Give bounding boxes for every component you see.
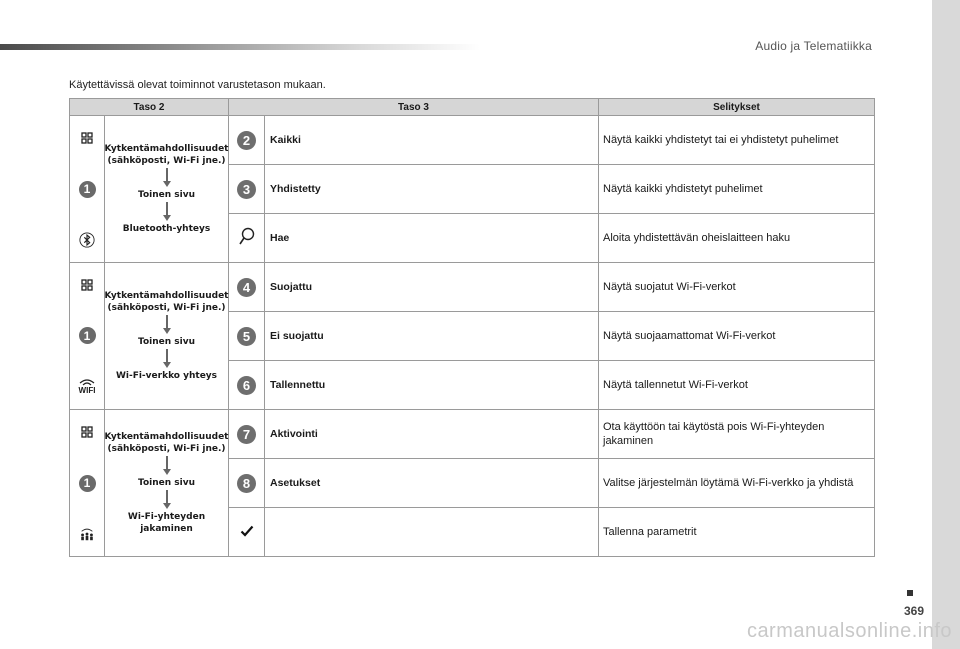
level1-badge: 1 <box>79 181 96 198</box>
description: Näytä kaikki yhdistetyt tai ei yhdistetyt puhelimet <box>599 116 875 165</box>
level3-label: Hae <box>265 214 599 263</box>
down-arrow-icon <box>162 490 172 510</box>
level1-badge: 1 <box>79 327 96 344</box>
level3-marker <box>229 459 265 508</box>
level2-step2: Toinen sivu <box>138 478 195 488</box>
down-arrow-icon <box>162 202 172 222</box>
table-row <box>70 263 875 312</box>
level2-line2: (sähköposti, Wi-Fi jne.) <box>107 444 226 454</box>
description: Näytä suojatut Wi-Fi-verkot <box>599 263 875 312</box>
description: Ota käyttöön tai käytöstä pois Wi-Fi-yhteyden jakaminen <box>599 410 875 459</box>
number-badge: 3 <box>237 180 256 199</box>
number-badge: 6 <box>237 376 256 395</box>
level3-marker <box>229 165 265 214</box>
number-badge: 5 <box>237 327 256 346</box>
level3-label <box>265 508 599 557</box>
header-gradient-bar <box>0 44 480 50</box>
chapter-title: Audio ja Telematiikka <box>755 39 872 53</box>
description: Tallenna parametrit <box>599 508 875 557</box>
level2-step3b: jakaminen <box>140 524 193 534</box>
grid-icon <box>79 277 95 293</box>
level2-cell <box>105 116 229 263</box>
table-row <box>70 410 875 459</box>
down-arrow-icon <box>162 456 172 476</box>
number-badge: 4 <box>237 278 256 297</box>
down-arrow-icon <box>162 168 172 188</box>
header-taso-2: Taso 2 <box>70 99 229 116</box>
level3-marker <box>229 508 265 557</box>
level3-marker <box>229 361 265 410</box>
number-badge: 2 <box>237 131 256 150</box>
description: Näytä tallennetut Wi-Fi-verkot <box>599 361 875 410</box>
level2-line2: (sähköposti, Wi-Fi jne.) <box>107 303 226 313</box>
description: Näytä kaikki yhdistetyt puhelimet <box>599 165 875 214</box>
level1-badge: 1 <box>79 475 96 492</box>
level3-marker <box>229 116 265 165</box>
page-marker <box>907 590 913 596</box>
level3-label: Yhdistetty <box>265 165 599 214</box>
bluetooth-icon <box>79 232 95 248</box>
level3-label: Asetukset <box>265 459 599 508</box>
level3-label: Ei suojattu <box>265 312 599 361</box>
level2-line2: (sähköposti, Wi-Fi jne.) <box>107 156 226 166</box>
down-arrow-icon <box>162 349 172 369</box>
level3-marker <box>229 312 265 361</box>
description: Valitse järjestelmän löytämä Wi-Fi-verkko ja yhdistä <box>599 459 875 508</box>
level2-line1: Kytkentämahdollisuudet <box>104 432 229 442</box>
header-selitykset: Selitykset <box>599 99 875 116</box>
level3-label: Suojattu <box>265 263 599 312</box>
watermark: carmanualsonline.info <box>746 620 952 642</box>
wifi-icon <box>78 378 96 395</box>
level2-step3: Bluetooth-yhteys <box>122 224 211 234</box>
level3-label: Tallennettu <box>265 361 599 410</box>
intro-text: Käytettävissä olevat toiminnot varustetason mukaan. <box>69 79 326 91</box>
table-header-row <box>70 99 875 116</box>
level2-cell <box>105 263 229 410</box>
level2-cell <box>105 410 229 557</box>
functions-table <box>69 98 875 557</box>
checkmark-icon <box>240 525 254 537</box>
level2-line1: Kytkentämahdollisuudet <box>104 291 229 301</box>
header-taso-3: Taso 3 <box>229 99 599 116</box>
level3-marker <box>229 214 265 263</box>
level2-line1: Kytkentämahdollisuudet <box>104 144 229 154</box>
description: Näytä suojaamattomat Wi-Fi-verkot <box>599 312 875 361</box>
level1-cell <box>70 410 105 557</box>
grid-icon <box>79 130 95 146</box>
level2-step2: Toinen sivu <box>138 337 195 347</box>
level3-label: Aktivointi <box>265 410 599 459</box>
table-row <box>70 116 875 165</box>
level1-cell <box>70 263 105 410</box>
page-number: 369 <box>903 604 924 618</box>
number-badge: 8 <box>237 474 256 493</box>
level3-marker <box>229 263 265 312</box>
level1-cell <box>70 116 105 263</box>
level2-step2: Toinen sivu <box>138 190 195 200</box>
grid-icon <box>79 424 95 440</box>
search-icon <box>238 227 256 247</box>
number-badge: 7 <box>237 425 256 444</box>
down-arrow-icon <box>162 315 172 335</box>
level2-step3: Wi-Fi-verkko yhteys <box>115 371 218 381</box>
level3-marker <box>229 410 265 459</box>
page-side-tab <box>932 0 960 649</box>
share-people-icon <box>79 526 95 542</box>
level3-label: Kaikki <box>265 116 599 165</box>
description: Aloita yhdistettävän oheislaitteen haku <box>599 214 875 263</box>
wifi-icon-label: WIFI <box>78 386 96 395</box>
level2-step3a: Wi-Fi-yhteyden <box>127 512 206 522</box>
